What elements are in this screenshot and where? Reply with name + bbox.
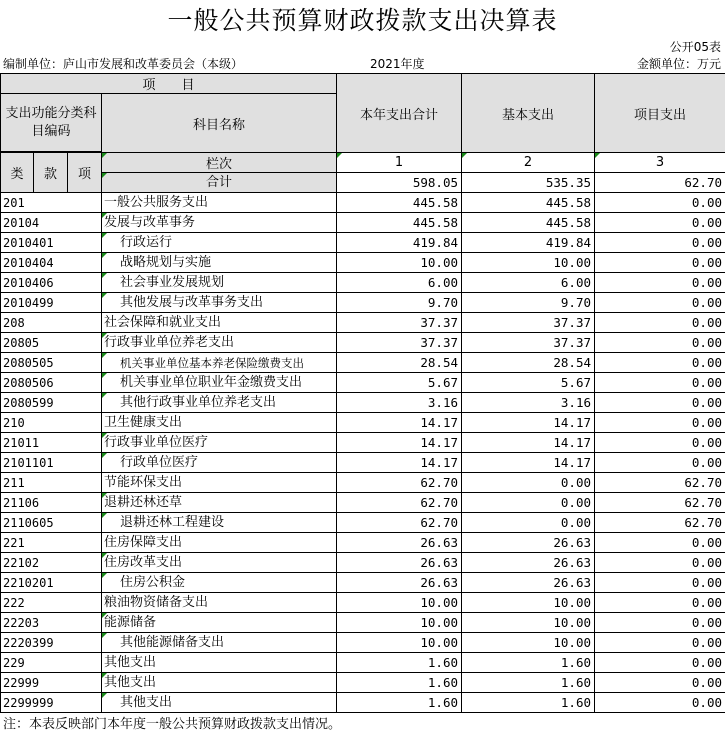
subject-name: 机关事业单位基本养老保险缴费支出 bbox=[102, 353, 337, 373]
table-row bbox=[1, 673, 725, 693]
subject-name: 行政运行 bbox=[102, 233, 337, 253]
subject-code: 2101101 bbox=[1, 453, 102, 473]
project-amount: 0.00 bbox=[595, 633, 725, 653]
func-code-header: 支出功能分类科目编码 bbox=[1, 94, 102, 152]
subject-code: 2010401 bbox=[1, 233, 102, 253]
subject-name: 行政事业单位养老支出 bbox=[102, 333, 337, 353]
basic-amount: 445.58 bbox=[462, 213, 595, 233]
total-amount: 26.63 bbox=[337, 553, 462, 573]
total-amount: 62.70 bbox=[337, 513, 462, 533]
subject-name: 发展与改革事务 bbox=[102, 213, 337, 233]
subject-name: 住房保障支出 bbox=[102, 533, 337, 553]
table-row bbox=[1, 493, 725, 513]
subject-name: 退耕还林还草 bbox=[102, 493, 337, 513]
subject-name: 卫生健康支出 bbox=[102, 413, 337, 433]
subject-code: 2080505 bbox=[1, 353, 102, 373]
project-amount: 0.00 bbox=[595, 353, 725, 373]
total-row-label: 合计 bbox=[102, 173, 337, 193]
table-row bbox=[1, 413, 725, 433]
basic-amount: 9.70 bbox=[462, 293, 595, 313]
table-row bbox=[1, 313, 725, 333]
col-number-2: 2 bbox=[462, 153, 595, 173]
col-number-3: 3 bbox=[595, 153, 725, 173]
basic-amount: 3.16 bbox=[462, 393, 595, 413]
basic-amount: 26.63 bbox=[462, 533, 595, 553]
basic-amount: 6.00 bbox=[462, 273, 595, 293]
total-row-project: 62.70 bbox=[595, 173, 725, 193]
table-row bbox=[1, 593, 725, 613]
money-unit: 金额单位：万元 bbox=[636, 57, 721, 71]
project-amount: 0.00 bbox=[595, 253, 725, 273]
table-row bbox=[1, 273, 725, 293]
basic-amount: 10.00 bbox=[462, 593, 595, 613]
project-amount: 0.00 bbox=[595, 393, 725, 413]
basic-amount: 1.60 bbox=[462, 693, 595, 713]
basic-amount: 10.00 bbox=[462, 253, 595, 273]
subject-code: 229 bbox=[1, 653, 102, 673]
subject-name: 行政单位医疗 bbox=[102, 453, 337, 473]
basic-amount: 0.00 bbox=[462, 513, 595, 533]
table-row bbox=[1, 653, 725, 673]
basic-amount: 37.37 bbox=[462, 333, 595, 353]
project-amount: 62.70 bbox=[595, 473, 725, 493]
total-row-basic: 535.35 bbox=[462, 173, 595, 193]
subject-code: 2080506 bbox=[1, 373, 102, 393]
table-row bbox=[1, 253, 725, 273]
table-row bbox=[1, 693, 725, 713]
compiling-unit: 编制单位：庐山市发展和改革委员会（本级） bbox=[3, 57, 244, 71]
total-amount: 6.00 bbox=[337, 273, 462, 293]
subject-code: 2010499 bbox=[1, 293, 102, 313]
table-row bbox=[1, 393, 725, 413]
total-amount: 28.54 bbox=[337, 353, 462, 373]
basic-amount: 10.00 bbox=[462, 633, 595, 653]
basic-amount: 26.63 bbox=[462, 573, 595, 593]
table-row bbox=[1, 553, 725, 573]
lanci-header: 栏次 bbox=[102, 153, 337, 173]
project-amount: 0.00 bbox=[595, 653, 725, 673]
table-row bbox=[1, 633, 725, 653]
total-amount: 3.16 bbox=[337, 393, 462, 413]
project-amount: 0.00 bbox=[595, 333, 725, 353]
basic-amount: 419.84 bbox=[462, 233, 595, 253]
total-amount: 10.00 bbox=[337, 613, 462, 633]
subject-code: 211 bbox=[1, 473, 102, 493]
project-amount: 0.00 bbox=[595, 593, 725, 613]
subject-code: 2299999 bbox=[1, 693, 102, 713]
subject-name: 节能环保支出 bbox=[102, 473, 337, 493]
subject-code: 222 bbox=[1, 593, 102, 613]
table-row bbox=[1, 213, 725, 233]
report-title: 一般公共预算财政拨款支出决算表 bbox=[167, 6, 558, 35]
subject-name: 战略规划与实施 bbox=[102, 253, 337, 273]
basic-amount: 0.00 bbox=[462, 493, 595, 513]
total-amount: 26.63 bbox=[337, 573, 462, 593]
total-amount: 10.00 bbox=[337, 253, 462, 273]
total-amount: 1.60 bbox=[337, 653, 462, 673]
table-row bbox=[1, 473, 725, 493]
subject-code: 2220399 bbox=[1, 633, 102, 653]
basic-amount: 14.17 bbox=[462, 433, 595, 453]
subject-code: 22102 bbox=[1, 553, 102, 573]
project-amount: 62.70 bbox=[595, 493, 725, 513]
subject-code: 2010406 bbox=[1, 273, 102, 293]
project-amount: 0.00 bbox=[595, 533, 725, 553]
total-amount: 10.00 bbox=[337, 593, 462, 613]
subject-code: 2010404 bbox=[1, 253, 102, 273]
subject-name: 其他发展与改革事务支出 bbox=[102, 293, 337, 313]
table-row bbox=[1, 613, 725, 633]
basic-amount: 0.00 bbox=[462, 473, 595, 493]
subject-name: 其他支出 bbox=[102, 693, 337, 713]
total-amount: 37.37 bbox=[337, 333, 462, 353]
total-header: 本年支出合计 bbox=[337, 74, 462, 153]
basic-amount: 5.67 bbox=[462, 373, 595, 393]
table-row bbox=[1, 193, 725, 213]
basic-amount: 1.60 bbox=[462, 673, 595, 693]
table-row bbox=[1, 573, 725, 593]
project-amount: 0.00 bbox=[595, 273, 725, 293]
subject-code: 22999 bbox=[1, 673, 102, 693]
project-amount: 0.00 bbox=[595, 433, 725, 453]
table-row bbox=[1, 333, 725, 353]
table-row bbox=[1, 513, 725, 533]
project-amount: 62.70 bbox=[595, 513, 725, 533]
subject-name: 其他行政事业单位养老支出 bbox=[102, 393, 337, 413]
subject-code: 20104 bbox=[1, 213, 102, 233]
subject-code: 210 bbox=[1, 413, 102, 433]
col-number-1: 1 bbox=[337, 153, 462, 173]
fiscal-year: 2021年度 bbox=[370, 57, 425, 71]
project-amount: 0.00 bbox=[595, 673, 725, 693]
table-row bbox=[1, 453, 725, 473]
expenditure-table bbox=[0, 73, 725, 713]
subject-name: 其他支出 bbox=[102, 653, 337, 673]
basic-amount: 28.54 bbox=[462, 353, 595, 373]
total-amount: 5.67 bbox=[337, 373, 462, 393]
subject-name: 其他能源储备支出 bbox=[102, 633, 337, 653]
subject-name: 能源储备 bbox=[102, 613, 337, 633]
total-amount: 419.84 bbox=[337, 233, 462, 253]
subject-code: 221 bbox=[1, 533, 102, 553]
form-number: 公开05表 bbox=[669, 40, 721, 54]
subject-name: 一般公共服务支出 bbox=[102, 193, 337, 213]
subject-name: 其他支出 bbox=[102, 673, 337, 693]
table-row bbox=[1, 433, 725, 453]
project-amount: 0.00 bbox=[595, 613, 725, 633]
project-amount: 0.00 bbox=[595, 293, 725, 313]
subject-code: 2080599 bbox=[1, 393, 102, 413]
subject-name: 社会事业发展规划 bbox=[102, 273, 337, 293]
basic-amount: 445.58 bbox=[462, 193, 595, 213]
basic-amount: 14.17 bbox=[462, 413, 595, 433]
project-amount: 0.00 bbox=[595, 573, 725, 593]
project-amount: 0.00 bbox=[595, 313, 725, 333]
kuan-header: 款 bbox=[34, 153, 68, 193]
footnote: 注：本表反映部门本年度一般公共预算财政拨款支出情况。 bbox=[3, 717, 342, 732]
basic-amount: 1.60 bbox=[462, 653, 595, 673]
subject-name-header: 科目名称 bbox=[102, 94, 337, 153]
subject-name: 粮油物资储备支出 bbox=[102, 593, 337, 613]
subject-code: 2210201 bbox=[1, 573, 102, 593]
project-amount: 0.00 bbox=[595, 453, 725, 473]
project-amount: 0.00 bbox=[595, 213, 725, 233]
total-row-total: 598.05 bbox=[337, 173, 462, 193]
xiang-header: 项 bbox=[68, 153, 102, 193]
basic-amount: 14.17 bbox=[462, 453, 595, 473]
total-amount: 37.37 bbox=[337, 313, 462, 333]
total-amount: 1.60 bbox=[337, 693, 462, 713]
total-amount: 14.17 bbox=[337, 453, 462, 473]
total-amount: 10.00 bbox=[337, 633, 462, 653]
table-row bbox=[1, 293, 725, 313]
table-row bbox=[1, 353, 725, 373]
subject-name: 机关事业单位职业年金缴费支出 bbox=[102, 373, 337, 393]
total-amount: 445.58 bbox=[337, 193, 462, 213]
project-amount: 0.00 bbox=[595, 193, 725, 213]
basic-amount: 10.00 bbox=[462, 613, 595, 633]
project-amount: 0.00 bbox=[595, 233, 725, 253]
project-amount: 0.00 bbox=[595, 693, 725, 713]
subject-code: 21106 bbox=[1, 493, 102, 513]
subject-name: 社会保障和就业支出 bbox=[102, 313, 337, 333]
total-amount: 14.17 bbox=[337, 413, 462, 433]
total-amount: 1.60 bbox=[337, 673, 462, 693]
total-amount: 62.70 bbox=[337, 493, 462, 513]
table-row bbox=[1, 233, 725, 253]
subject-code: 208 bbox=[1, 313, 102, 333]
subject-name: 住房改革支出 bbox=[102, 553, 337, 573]
subject-name: 行政事业单位医疗 bbox=[102, 433, 337, 453]
item-header: 项 目 bbox=[1, 74, 337, 94]
subject-name: 住房公积金 bbox=[102, 573, 337, 593]
basic-amount: 26.63 bbox=[462, 553, 595, 573]
table-row bbox=[1, 373, 725, 393]
total-amount: 14.17 bbox=[337, 433, 462, 453]
total-amount: 26.63 bbox=[337, 533, 462, 553]
subject-code: 2110605 bbox=[1, 513, 102, 533]
total-amount: 9.70 bbox=[337, 293, 462, 313]
subject-code: 21011 bbox=[1, 433, 102, 453]
subject-code: 22203 bbox=[1, 613, 102, 633]
project-header: 项目支出 bbox=[595, 74, 725, 153]
subject-code: 201 bbox=[1, 193, 102, 213]
table-row bbox=[1, 533, 725, 553]
subject-name: 退耕还林工程建设 bbox=[102, 513, 337, 533]
basic-header: 基本支出 bbox=[462, 74, 595, 153]
total-amount: 445.58 bbox=[337, 213, 462, 233]
project-amount: 0.00 bbox=[595, 413, 725, 433]
project-amount: 0.00 bbox=[595, 553, 725, 573]
subject-code: 20805 bbox=[1, 333, 102, 353]
total-amount: 62.70 bbox=[337, 473, 462, 493]
lei-header: 类 bbox=[1, 153, 34, 193]
basic-amount: 37.37 bbox=[462, 313, 595, 333]
project-amount: 0.00 bbox=[595, 373, 725, 393]
